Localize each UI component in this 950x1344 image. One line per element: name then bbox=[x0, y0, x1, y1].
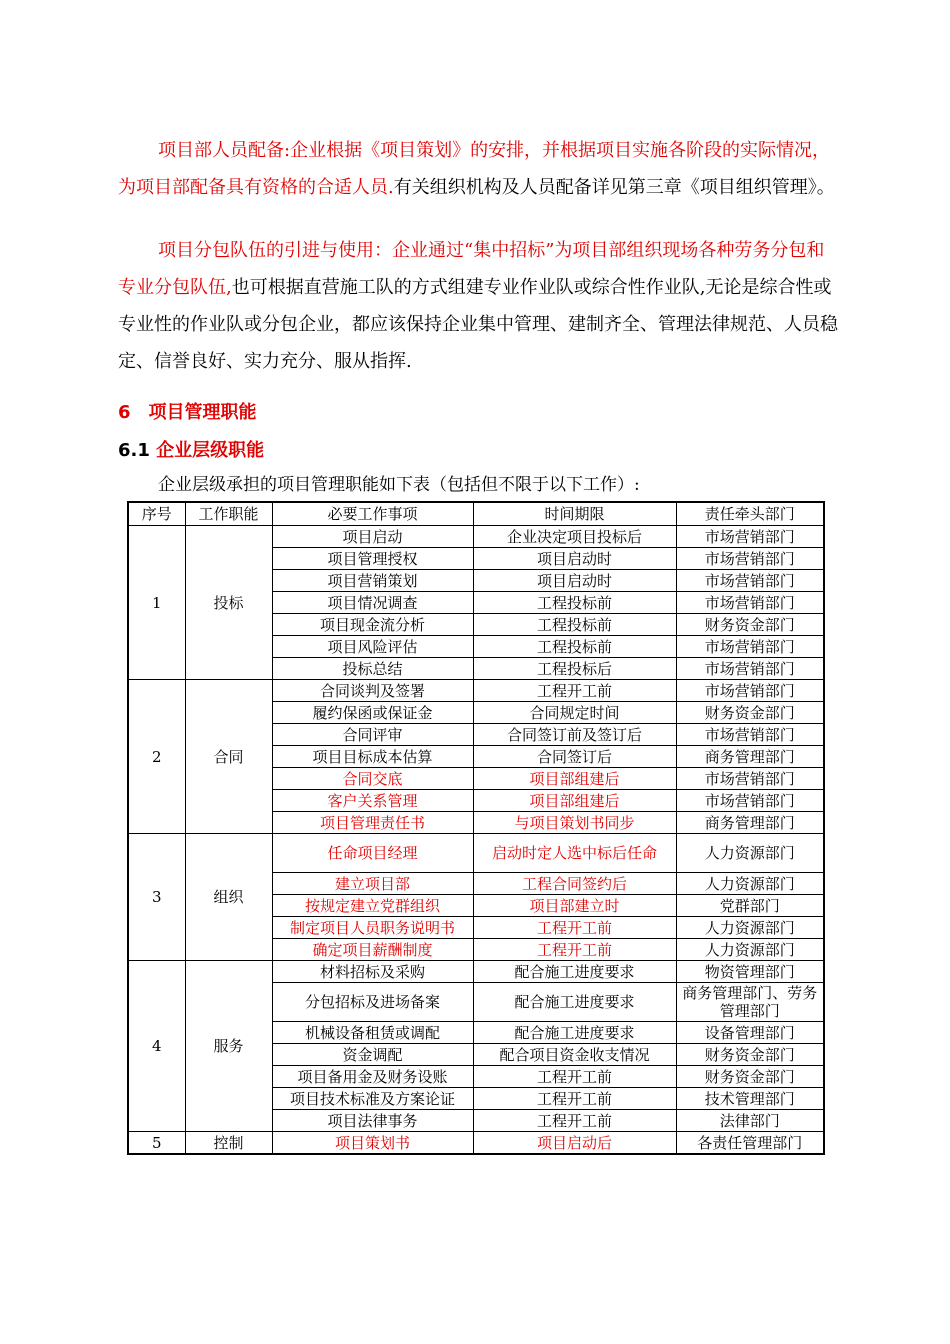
cell-time: 项目启动时 bbox=[473, 570, 676, 592]
paragraph-staffing bbox=[118, 132, 838, 206]
cell-dept: 各责任管理部门 bbox=[676, 1132, 824, 1155]
cell-function: 组织 bbox=[185, 834, 272, 961]
paragraph-subcontract-black: 也可根据直营施工队的方式组建专业作业队或综合性作业队,无论是综合性或专业性的作业队或分包企业，都应该保持企业集中管理、建制齐全、管理法律规范、人员稳定、信誉良好、实力充分、服从指挥. bbox=[118, 277, 838, 372]
cell-dept: 财务资金部门 bbox=[676, 1044, 824, 1066]
cell-time: 项目部组建后 bbox=[473, 790, 676, 812]
cell-dept: 市场营销部门 bbox=[676, 548, 824, 570]
section-heading: 6 项目管理职能 bbox=[118, 402, 257, 423]
cell-dept: 商务管理部门、劳务管理部门 bbox=[676, 983, 824, 1022]
paragraph-subcontract bbox=[118, 232, 838, 380]
cell-item: 项目情况调查 bbox=[272, 592, 473, 614]
cell-time: 合同签订前及签订后 bbox=[473, 724, 676, 746]
cell-dept: 设备管理部门 bbox=[676, 1022, 824, 1044]
cell-time: 项目启动时 bbox=[473, 548, 676, 570]
cell-dept: 市场营销部门 bbox=[676, 526, 824, 548]
cell-item: 客户关系管理 bbox=[272, 790, 473, 812]
paragraph-staffing-red: 项目部人员配备:企业根据《项目策划》的安排，并根据项目实施各阶段的实际情况，为项目部配备具有资格的合适人员. bbox=[118, 140, 831, 198]
cell-no: 3 bbox=[128, 834, 185, 961]
table-header-row bbox=[128, 502, 824, 526]
cell-item: 项目备用金及财务设账 bbox=[272, 1066, 473, 1088]
cell-item: 合同交底 bbox=[272, 768, 473, 790]
cell-no: 5 bbox=[128, 1132, 185, 1155]
cell-no: 1 bbox=[128, 526, 185, 680]
cell-item: 任命项目经理 bbox=[272, 834, 473, 873]
cell-time: 配合施工进度要求 bbox=[473, 1022, 676, 1044]
cell-time: 工程投标前 bbox=[473, 636, 676, 658]
cell-item: 确定项目薪酬制度 bbox=[272, 939, 473, 961]
cell-item: 项目现金流分析 bbox=[272, 614, 473, 636]
cell-function: 服务 bbox=[185, 961, 272, 1132]
cell-dept: 人力资源部门 bbox=[676, 939, 824, 961]
cell-dept: 商务管理部门 bbox=[676, 746, 824, 768]
header-time: 时间期限 bbox=[473, 502, 676, 526]
cell-time: 配合项目资金收支情况 bbox=[473, 1044, 676, 1066]
cell-item: 建立项目部 bbox=[272, 873, 473, 895]
function-table bbox=[127, 501, 825, 1155]
cell-dept: 市场营销部门 bbox=[676, 724, 824, 746]
cell-function: 控制 bbox=[185, 1132, 272, 1155]
cell-item: 项目技术标准及方案论证 bbox=[272, 1088, 473, 1110]
cell-dept: 市场营销部门 bbox=[676, 570, 824, 592]
cell-no: 4 bbox=[128, 961, 185, 1132]
cell-time: 项目部建立时 bbox=[473, 895, 676, 917]
cell-item: 项目策划书 bbox=[272, 1132, 473, 1155]
cell-time: 与项目策划书同步 bbox=[473, 812, 676, 834]
header-dept: 责任牵头部门 bbox=[676, 502, 824, 526]
cell-item: 按规定建立党群组织 bbox=[272, 895, 473, 917]
cell-dept: 市场营销部门 bbox=[676, 790, 824, 812]
cell-dept: 市场营销部门 bbox=[676, 680, 824, 702]
cell-time: 项目启动后 bbox=[473, 1132, 676, 1155]
header-function: 工作职能 bbox=[185, 502, 272, 526]
cell-time: 工程开工前 bbox=[473, 1066, 676, 1088]
cell-time: 工程开工前 bbox=[473, 939, 676, 961]
cell-item: 项目目标成本估算 bbox=[272, 746, 473, 768]
paragraph-subcontract-red: 项目分包队伍的引进与使用：企业通过“集中招标”为项目部组织现场各种劳务分包和专业分包队伍, bbox=[118, 240, 825, 298]
cell-dept: 党群部门 bbox=[676, 895, 824, 917]
cell-item: 合同谈判及签署 bbox=[272, 680, 473, 702]
table-body bbox=[128, 526, 824, 1155]
cell-dept: 物资管理部门 bbox=[676, 961, 824, 983]
cell-dept: 市场营销部门 bbox=[676, 636, 824, 658]
cell-dept: 人力资源部门 bbox=[676, 834, 824, 873]
cell-item: 资金调配 bbox=[272, 1044, 473, 1066]
cell-dept: 人力资源部门 bbox=[676, 917, 824, 939]
cell-function: 投标 bbox=[185, 526, 272, 680]
cell-dept: 法律部门 bbox=[676, 1110, 824, 1132]
cell-time: 工程投标前 bbox=[473, 614, 676, 636]
cell-item: 项目法律事务 bbox=[272, 1110, 473, 1132]
cell-item: 制定项目人员职务说明书 bbox=[272, 917, 473, 939]
table-row bbox=[128, 1132, 824, 1155]
table-intro: 企业层级承担的项目管理职能如下表（包括但不限于以下工作）: bbox=[158, 475, 640, 495]
cell-time: 工程开工前 bbox=[473, 917, 676, 939]
cell-time: 企业决定项目投标后 bbox=[473, 526, 676, 548]
table-row bbox=[128, 961, 824, 983]
cell-time: 工程投标前 bbox=[473, 592, 676, 614]
cell-dept: 市场营销部门 bbox=[676, 592, 824, 614]
cell-time: 配合施工进度要求 bbox=[473, 961, 676, 983]
cell-no: 2 bbox=[128, 680, 185, 834]
cell-dept: 技术管理部门 bbox=[676, 1088, 824, 1110]
subsection-heading bbox=[118, 436, 264, 462]
cell-time: 合同规定时间 bbox=[473, 702, 676, 724]
cell-item: 项目管理授权 bbox=[272, 548, 473, 570]
cell-time: 工程开工前 bbox=[473, 1088, 676, 1110]
cell-item: 机械设备租赁或调配 bbox=[272, 1022, 473, 1044]
subsection-number: 6.1 bbox=[118, 440, 157, 461]
cell-time: 启动时定人选中标后任命 bbox=[473, 834, 676, 873]
cell-dept: 市场营销部门 bbox=[676, 768, 824, 790]
table-row bbox=[128, 834, 824, 873]
table-row bbox=[128, 526, 824, 548]
cell-time: 工程合同签约后 bbox=[473, 873, 676, 895]
cell-item: 项目风险评估 bbox=[272, 636, 473, 658]
paragraph-staffing-black: 有关组织机构及人员配备详见第三章《项目组织管理》。 bbox=[393, 177, 835, 198]
cell-item: 投标总结 bbox=[272, 658, 473, 680]
cell-dept: 财务资金部门 bbox=[676, 702, 824, 724]
cell-time: 配合施工进度要求 bbox=[473, 983, 676, 1022]
cell-time: 工程开工前 bbox=[473, 1110, 676, 1132]
cell-dept: 财务资金部门 bbox=[676, 614, 824, 636]
cell-item: 合同评审 bbox=[272, 724, 473, 746]
cell-item: 分包招标及进场备案 bbox=[272, 983, 473, 1022]
cell-item: 项目营销策划 bbox=[272, 570, 473, 592]
cell-dept: 市场营销部门 bbox=[676, 658, 824, 680]
table-row bbox=[128, 680, 824, 702]
cell-time: 工程投标后 bbox=[473, 658, 676, 680]
cell-dept: 商务管理部门 bbox=[676, 812, 824, 834]
cell-item: 项目管理责任书 bbox=[272, 812, 473, 834]
header-no: 序号 bbox=[128, 502, 185, 526]
cell-time: 工程开工前 bbox=[473, 680, 676, 702]
cell-time: 合同签订后 bbox=[473, 746, 676, 768]
cell-dept: 人力资源部门 bbox=[676, 873, 824, 895]
cell-item: 材料招标及采购 bbox=[272, 961, 473, 983]
cell-time: 项目部组建后 bbox=[473, 768, 676, 790]
cell-function: 合同 bbox=[185, 680, 272, 834]
header-item: 必要工作事项 bbox=[272, 502, 473, 526]
cell-item: 项目启动 bbox=[272, 526, 473, 548]
cell-dept: 财务资金部门 bbox=[676, 1066, 824, 1088]
cell-item: 履约保函或保证金 bbox=[272, 702, 473, 724]
subsection-title: 企业层级职能 bbox=[156, 440, 265, 461]
